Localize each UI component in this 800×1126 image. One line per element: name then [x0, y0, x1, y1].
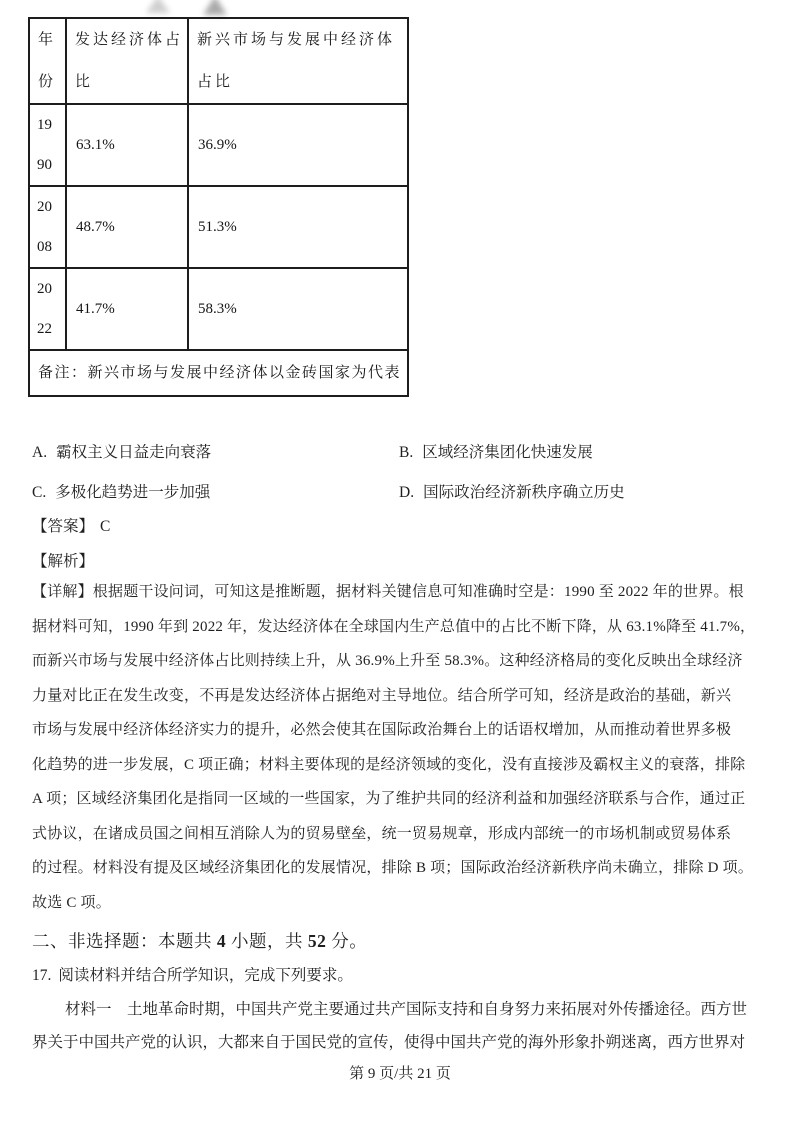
section-heading-text: 分。 [326, 931, 368, 951]
option-a-text: 霸权主义日益走向衰落 [56, 444, 212, 461]
explanation-paragraph [32, 575, 772, 920]
emerging-share-cell: 58.3% [188, 268, 408, 350]
option-b [399, 440, 593, 462]
year-cell [29, 104, 66, 186]
emerging-share-cell: 51.3% [188, 186, 408, 268]
option-b-text: 区域经济集团化快速发展 [422, 444, 593, 461]
option-c-label: C. [32, 484, 47, 501]
developed-share-cell: 63.1% [66, 104, 188, 186]
page-edge-smudge-icon [146, 0, 170, 13]
answer-value: C [100, 518, 111, 535]
year-cell-line: 19 [37, 117, 52, 133]
developed-share-cell: 41.7% [66, 268, 188, 350]
analysis-label: 【解析】 [32, 553, 95, 570]
question-count: 4 [216, 931, 227, 951]
option-a-label: A. [32, 444, 48, 461]
year-cell-line: 20 [37, 199, 52, 215]
table-header-emerging: 新兴市场与发展中经济体占比 [188, 18, 408, 104]
table-note-row [29, 350, 408, 396]
year-cell-line: 20 [37, 281, 52, 297]
question-number: 17. [32, 967, 52, 984]
answer-line [32, 514, 772, 536]
year-cell [29, 268, 66, 350]
points-total: 52 [307, 931, 327, 951]
table-note: 备注：新兴市场与发展中经济体以金砖国家为代表 [29, 350, 408, 396]
explanation-line: 化趋势的进一步发展，C 项正确；材料主要体现的是经济领域的变化，没有直接涉及霸权主义的衰落，排除 [32, 756, 746, 773]
question-text: 阅读材料并结合所学知识，完成下列要求。 [58, 967, 353, 984]
answer-tag: 【答案】 [32, 518, 95, 535]
question-17-stem [32, 963, 772, 985]
economy-share-table [28, 17, 409, 397]
options-row-1 [32, 440, 772, 462]
option-b-label: B. [399, 444, 414, 461]
year-cell-line: 08 [37, 239, 52, 255]
table-row [29, 186, 408, 268]
year-cell-line: 90 [37, 157, 52, 173]
options-row-2 [32, 480, 772, 502]
option-d-text: 国际政治经济新秩序确立历史 [423, 484, 625, 501]
explanation-line: A 项；区域经济集团化是指同一区域的一些国家，为了维护共同的经济利益和加强经济联系与合作，通过正 [32, 791, 746, 807]
explanation-line: 故选 C 项。 [32, 894, 111, 911]
explanation-line: 【详解】根据题干设问词，可知这是推断题，据材料关键信息可知准确时空是：1990 至 2022 年的世界。根 [32, 584, 744, 600]
table-header-row [29, 18, 408, 104]
material-line: 材料一 土地革命时期，中国共产党主要通过共产国际支持和自身努力来拓展对外传播途径。西方世 [65, 1001, 748, 1018]
table-row [29, 268, 408, 350]
developed-share-cell: 48.7% [66, 186, 188, 268]
explanation-line: 力量对比正在发生改变，不再是发达经济体占据绝对主导地位。结合所学可知，经济是政治的基础，新兴 [32, 687, 732, 704]
emerging-share-cell: 36.9% [188, 104, 408, 186]
table-row [29, 104, 408, 186]
option-d-label: D. [399, 484, 415, 501]
year-cell [29, 186, 66, 268]
explanation-line: 而新兴市场与发展中经济体占比则持续上升，从 36.9%上升至 58.3%。这种经济格局的变化反映出全球经济 [32, 653, 743, 669]
explanation-line: 据材料可知，1990 年到 2022 年，发达经济体在全球国内生产总值中的占比不断下降，从 63.1%降至 41.7%， [32, 618, 756, 635]
option-d [399, 480, 625, 502]
table-header-year: 年份 [29, 18, 66, 104]
option-c-text: 多极化趋势进一步加强 [55, 484, 211, 501]
material-line: 界关于中国共产党的认识，大都来自于国民党的宣传，使得中国共产党的海外形象扑朔迷离，西方世界对 [32, 1034, 746, 1051]
table-header-developed: 发达经济体占比 [66, 18, 188, 104]
page-edge-smudge-icon [203, 0, 227, 15]
explanation-line: 的过程。材料没有提及区域经济集团化的发展情况，排除 B 项；国际政治经济新秩序尚未确立，排除 D 项。 [32, 860, 754, 876]
explanation-line: 式协议，在诸成员国之间相互消除人为的贸易壁垒，统一贸易规章，形成内部统一的市场机制或贸易体系 [32, 825, 732, 842]
year-cell-line: 22 [37, 321, 52, 337]
section-heading-text: 二、非选择题：本题共 [32, 931, 217, 951]
option-a [32, 440, 399, 462]
explanation-line: 市场与发展中经济体经济实力的提升，必然会使其在国际政治舞台上的话语权增加，从而推动着世界多极 [32, 722, 732, 738]
option-c [32, 480, 399, 502]
page-number-footer: 第 9 页/共 21 页 [349, 1066, 451, 1082]
section-heading-text: 小题，共 [226, 931, 308, 951]
section-heading [32, 928, 772, 953]
material-one-paragraph [32, 993, 772, 1059]
